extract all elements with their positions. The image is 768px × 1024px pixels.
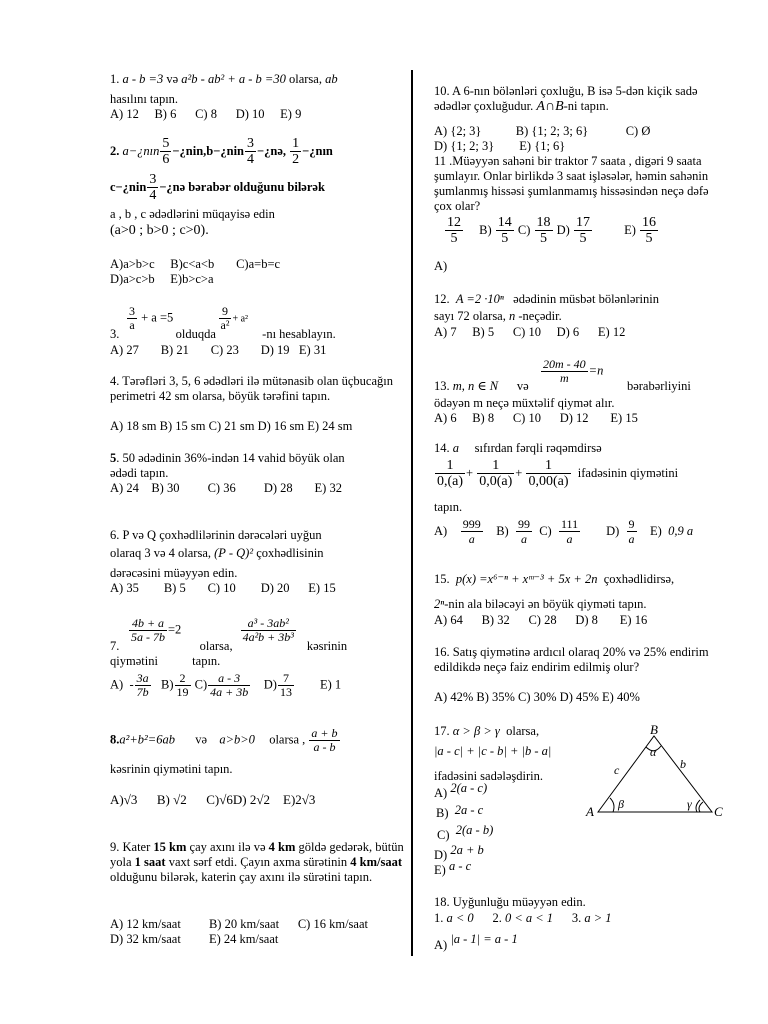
question-7-expr: $\frac{4b + a}{5a - 7b}$ =2 $\frac{\text{a³ - 3ab²}}{\text{4a²b + 3b³}}$ xyxy=(131,616,294,645)
question-6-line2: olaraq 3 və 4 olarsa, (P - Q)² çoxhədlisinin xyxy=(110,546,324,560)
question-15-line2: 2ⁿ-nin ala biləcəyi ən böyük qiyməti tapın. xyxy=(434,597,647,611)
question-10-options-2: D) {1; 2; 3} E) {1; 6} xyxy=(434,139,566,153)
question-3-expr: $\frac{3}{a}$ + a =5 $\frac{9}{\text{a²}}$ + a² xyxy=(129,304,249,333)
question-5-options: A) 24 B) 30 C) 36 D) 28 E) 32 xyxy=(110,481,342,495)
vertex-c-label: C xyxy=(714,804,723,819)
question-6-line3: dərəcəsini müəyyən edin. xyxy=(110,566,238,580)
question-4-options: A) 18 sm B) 15 sm C) 21 sm D) 16 sm E) 24 sm xyxy=(110,419,353,433)
triangle-diagram xyxy=(584,722,734,822)
question-18-items: 1. a < 0 2. 0 < a < 1 3. a > 1 xyxy=(434,911,612,925)
question-10-text: 10. A 6-nın bölənləri çoxluğu, B isə 5-dən kiçik sadə ədədlər çoxluğudur. A∩B-ni tapın. xyxy=(434,84,698,114)
question-7-text: 7. olarsa, kəsrinin xyxy=(110,639,348,653)
side-c-label: c xyxy=(614,763,620,777)
question-2-line4: (a>0 ; b>0 ; c>0). xyxy=(110,223,209,238)
question-7-text-2: qiymətini tapın. xyxy=(110,654,221,668)
question-13-expr: $\frac{20m - 40}{m}$ =n xyxy=(543,357,604,386)
question-6-options: A) 35 B) 5 C) 10 D) 20 E) 15 xyxy=(110,581,336,595)
angle-alpha-label: α xyxy=(650,745,657,759)
question-5-text: 5. 50 ədədinin 36%-indən 14 vahid böyük olan ədədi tapın. xyxy=(110,451,345,480)
question-14-line3: tapın. xyxy=(434,500,463,514)
question-13-line2: ödəyən m neçə müxtəlif qiymət alır. xyxy=(434,396,615,410)
angle-gamma-arc-2 xyxy=(699,802,703,812)
question-8-options: A)√3 B) √2 C)√6D) 2√2 E)2√3 xyxy=(110,792,316,807)
question-15-line1: 15. p(x) =x⁶⁻ⁿ + xᵐ⁻³ + 5x + 2n çoxhədlidirsə, xyxy=(434,572,675,586)
question-13-line1: 13. m, n ∈ N və bərabərliyini xyxy=(434,379,691,393)
question-15-options: A) 64 B) 32 C) 28 D) 8 E) 16 xyxy=(434,613,648,627)
question-18-option-a: A) |a - 1| = a - 1 xyxy=(434,932,518,952)
question-9-options-1: A) 12 km/saat B) 20 km/saat C) 16 km/saat xyxy=(110,917,368,931)
question-14-line1: 14. a sıfırdan fərqli rəqəmdirsə xyxy=(434,441,602,455)
question-16-options: A) 42% B) 35% C) 30% D) 45% E) 40% xyxy=(434,690,640,704)
question-8-expr: 8.a²+b²=6ab və a>b>0 olarsa , $\frac{a + b}{a - b}$ xyxy=(110,726,338,755)
question-9-text: 9. Kater 15 km çay axını ilə və 4 km göldə gedərək, bütün yola 1 saat vaxt sərf etdi. Çayın axma sürətinin 4 km/saat olduğunu bilərək, katerin çay axını ilə sürətini tapın. xyxy=(110,840,404,884)
angle-beta-arc xyxy=(610,798,614,812)
question-14-expr: $\frac{1}{0,(a)}$ + $\frac{1}{0,0(a)}$ + $\frac{1}{0,00(a)}$ ifadəsinin qiymətini xyxy=(437,458,679,490)
side-b-label: b xyxy=(680,757,686,771)
column-divider xyxy=(411,70,413,956)
question-1-options: A) 12 B) 6 C) 8 D) 10 E) 9 xyxy=(110,107,302,121)
question-2-options-2: D)a>c>b E)b>c>a xyxy=(110,272,214,286)
question-3-text: 3. olduqda -nı hesablayın. xyxy=(110,327,336,341)
question-11-fracs: $\frac{12}{5}$ B) $\frac{14}{5}$ C) $\frac{18}{5}$ D) $\frac{17}{5}$ E) $\frac{16}{5}$ xyxy=(447,215,657,247)
question-10-options-1: A) {2; 3} B) {1; 2; 3; 6} C) Ø xyxy=(434,124,651,138)
angle-gamma-label: γ xyxy=(687,797,692,811)
question-14-options: A) $\frac{999}{a}$ B) $\frac{99}{a} C$) $\frac{111}{a}$ D) $\frac{9}{a}$ E) 0,9 a xyxy=(434,517,694,547)
question-17-expr: |a - c| + |c - b| + |b - a| xyxy=(434,744,552,758)
question-12-line1: 12. A =2 ·10ⁿ ədədinin müsbət bölənlərinin xyxy=(434,292,659,306)
question-6-line1: 6. P və Q çoxhədlilərinin dərəcələri uyğun xyxy=(110,528,322,542)
question-2-options-1: A)a>b>c B)c<a<b C)a=b=c xyxy=(110,257,281,271)
question-3-options: A) 27 B) 21 C) 23 D) 19 E) 31 xyxy=(110,343,327,357)
question-2-line1: 2. a−¿nın $\frac{5}{6}$ −¿nin,b−¿nin $\frac{3}{4}$ −¿nə, $\frac{1}{2}$ −¿nın xyxy=(110,136,333,168)
question-8-text: kəsrinin qiymətini tapın. xyxy=(110,762,233,776)
question-11-option-a: A) xyxy=(434,259,448,273)
question-4-text: 4. Tərəfləri 3, 5, 6 ədədləri ilə mütənasib olan üçbucağın perimetri 42 sm olarsa, böyük tərəfini tapın. xyxy=(110,374,394,403)
question-2-line2: c−¿nin $\frac{3}{4}$ −¿nə bərabər olduğunu bilərək xyxy=(110,172,325,204)
question-7-options: A) - $\frac{3a}{7b}$ B) $\frac{2}{19}$ C) $\frac{a - 3}{4a + 3b}$ D) $\frac{7}{13}$ E) 1 xyxy=(110,671,342,700)
question-13-options: A) 6 B) 8 C) 10 D) 12 E) 15 xyxy=(434,411,638,425)
vertex-a-label: A xyxy=(586,804,594,819)
question-11-text: 11 .Müəyyən sahəni bir traktor 7 saata , digəri 9 saata şumlayır. Onlar birlikdə 3 saat işləsələr, həmin sahənin şumlanmış hissəsi şumlanmamış hissəsindən neçə dəfə çox olar? xyxy=(434,154,709,213)
question-18-text: 18. Uyğunluğu müəyyən edin. xyxy=(434,895,586,909)
question-12-line2: sayı 72 olarsa, n -neçədir. xyxy=(434,309,562,323)
vertex-b-label: B xyxy=(650,722,658,737)
question-16-text: 16. Satış qiymətinə ardıcıl olaraq 20% və 25% endirim edildikdə neçə faiz endirim edilmiş olur? xyxy=(434,645,709,674)
question-9-options-2: D) 32 km/saat E) 24 km/saat xyxy=(110,932,279,946)
question-2-line3: a , b , c ədədlərini müqayisə edin xyxy=(110,207,275,221)
question-17-text: ifadəsini sadələşdirin. xyxy=(434,769,543,783)
question-1-text: hasılını tapın. xyxy=(110,92,179,106)
question-1: 1. a - b =3 və a²b - ab² + a - b =30 olarsa, ab xyxy=(110,72,338,86)
question-12-options: A) 7 B) 5 C) 10 D) 6 E) 12 xyxy=(434,325,626,339)
angle-beta-label: β xyxy=(618,797,624,811)
